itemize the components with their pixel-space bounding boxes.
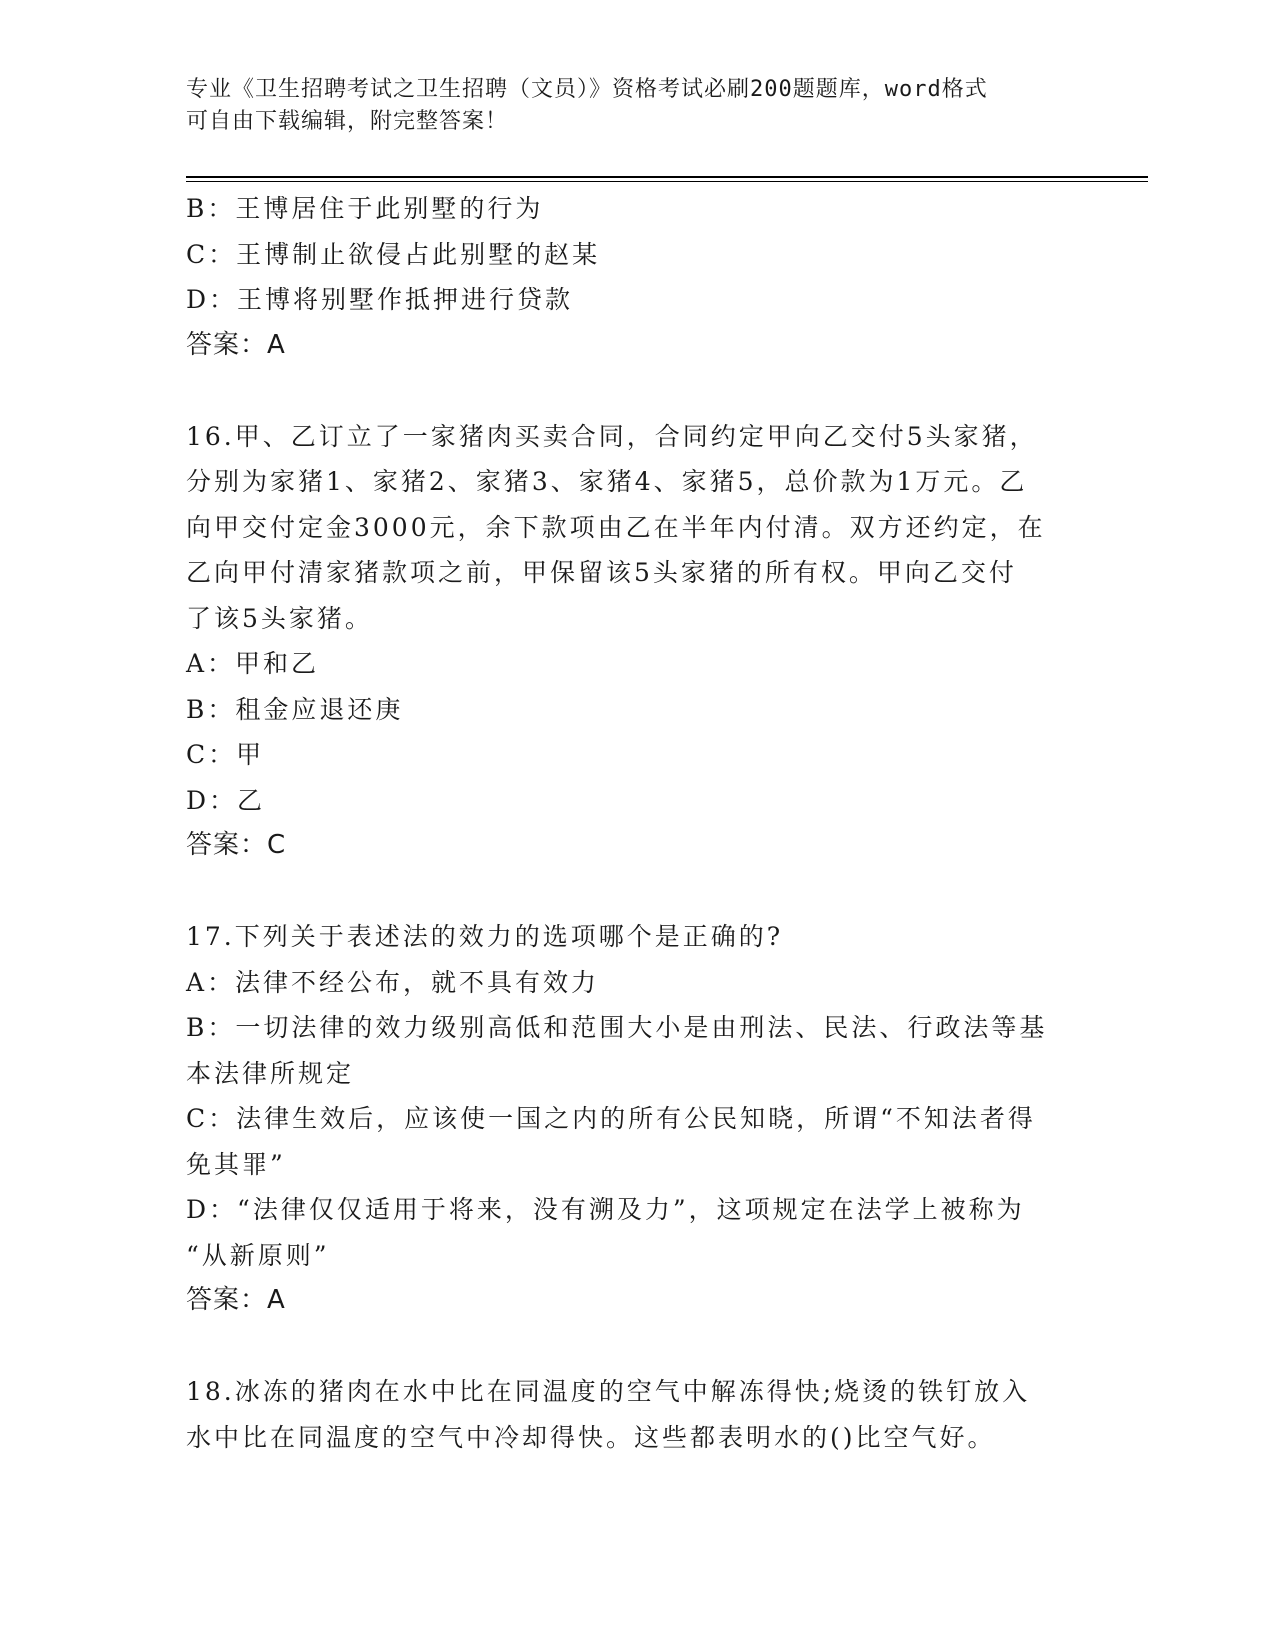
question-stem-line: 水中比在同温度的空气中冷却得快。这些都表明水的()比空气好。 <box>186 1422 996 1452</box>
header-divider-thick <box>186 176 1148 178</box>
spacer <box>186 869 1086 915</box>
question-stem-line: 向甲交付定金3000元，余下款项由乙在半年内付清。双方还约定，在 <box>186 512 1046 542</box>
question-stem-line: 乙向甲付清家猪款项之前，甲保留该5头家猪的所有权。甲向乙交付 <box>186 558 1017 587</box>
option-a: A：甲和乙 <box>186 649 320 678</box>
header-line-1: 专业《卫生招聘考试之卫生招聘（文员）》资格考试必刷200题题库，word格式 <box>186 77 988 102</box>
spacer <box>186 368 1086 414</box>
page-header <box>186 74 1066 138</box>
option-c: C：甲 <box>186 740 265 769</box>
question-15-tail <box>186 186 1086 368</box>
question-content <box>186 186 1086 1460</box>
option-d: D：王博将别墅作抵押进行贷款 <box>186 285 574 314</box>
answer-line: 答案：A <box>186 1285 286 1315</box>
option-d: D：乙 <box>186 785 266 815</box>
question-stem-line: 18.冰冻的猪肉在水中比在同温度的空气中解冻得快;烧烫的铁钉放入 <box>186 1377 1031 1406</box>
option-c: C：法律生效后，应该使一国之内的所有公民知晓，所谓“不知法者得 <box>186 1104 1036 1133</box>
header-divider-thin <box>186 181 1148 182</box>
option-d-continued: “从新原则” <box>186 1240 330 1270</box>
option-d: D：“法律仅仅适用于将来，没有溯及力”，这项规定在法学上被称为 <box>186 1195 1025 1224</box>
option-c-continued: 免其罪” <box>186 1149 286 1179</box>
option-a: A：法律不经公布，就不具有效力 <box>186 967 600 997</box>
option-b: B：王博居住于此别墅的行为 <box>186 194 544 223</box>
header-line-2: 可自由下载编辑，附完整答案！ <box>186 109 509 134</box>
question-stem-line: 17.下列关于表述法的效力的选项哪个是正确的? <box>186 922 784 951</box>
option-b: B：租金应退还庚 <box>186 694 404 724</box>
option-b: B：一切法律的效力级别高低和范围大小是由刑法、民法、行政法等基 <box>186 1013 1048 1042</box>
spacer <box>186 1324 1086 1370</box>
question-stem-line: 分别为家猪1、家猪2、家猪3、家猪4、家猪5，总价款为1万元。乙 <box>186 467 1028 496</box>
option-c: C：王博制止欲侵占此别墅的赵某 <box>186 239 601 269</box>
answer-line: 答案：C <box>186 830 287 860</box>
question-stem-line: 了该5头家猪。 <box>186 603 373 633</box>
question-stem-line: 16.甲、乙订立了一家猪肉买卖合同，合同约定甲向乙交付5头家猪， <box>186 421 1038 451</box>
question-16 <box>186 414 1086 869</box>
option-b-continued: 本法律所规定 <box>186 1058 355 1088</box>
question-18 <box>186 1369 1086 1460</box>
question-17 <box>186 914 1086 1324</box>
answer-line: 答案：A <box>186 329 286 360</box>
